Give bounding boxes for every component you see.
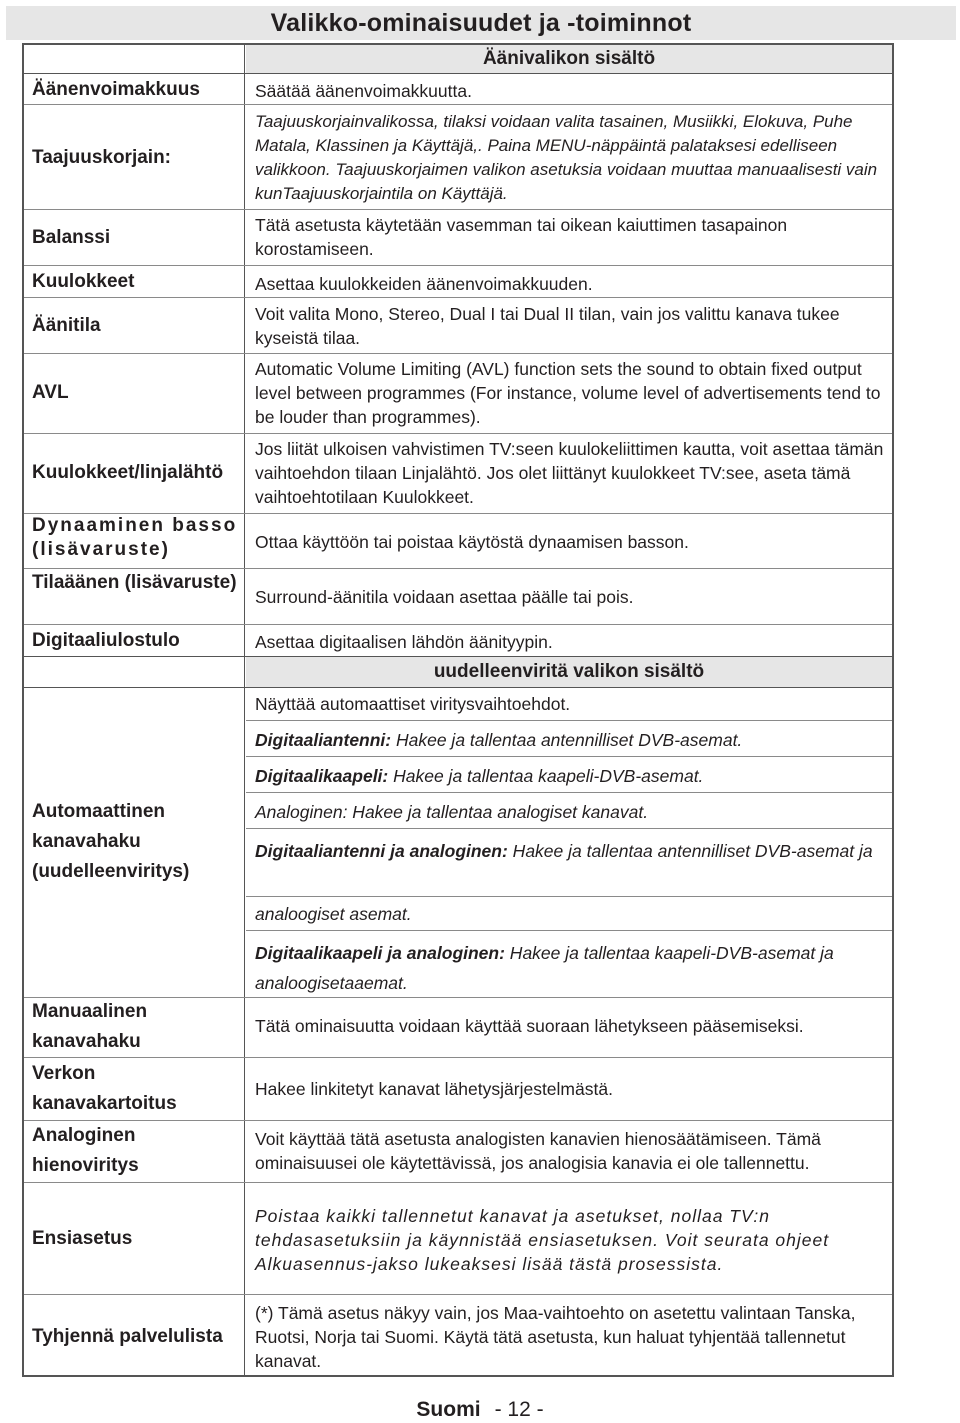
divider [24,297,892,298]
label-network-scan: Verkon kanavakartoitus [32,1063,177,1114]
label-digital-out: Digitaaliulostulo [32,630,180,651]
text-analog-stations: analoogiset asemat. [255,904,412,924]
desc-digital-out: Asettaa digitaalisen lähdön äänityypin. [255,632,553,652]
column-divider [244,44,245,1376]
label-avl: AVL [32,382,69,403]
divider [246,930,892,931]
desc-balance: Tätä asetusta käytetään vasemman tai oikean kaiuttimen tasapainon korostamiseen. [255,215,788,259]
option-cable-analog [255,938,885,998]
divider [24,624,892,625]
option-analog-stations [255,902,885,926]
label-headphones: Kuulokkeet [32,271,135,292]
page-title: Valikko-ominaisuudet ja -toiminnot [270,9,692,37]
label-clear-service-list: Tyhjennä palvelulista [32,1326,223,1347]
title-bar [6,6,956,40]
label-volume: Äänenvoimakkuus [32,79,200,100]
text-digital-antenna: Hakee ja tallentaa antennilliset DVB-asemat. [391,730,743,750]
term-digital-antenna: Digitaaliantenni: [255,730,392,750]
desc-auto-intro: Näyttää automaattiset viritysvaihtoehdot. [255,694,571,714]
text-analog: Analoginen: Hakee ja tallentaa analogiset kanavat. [255,802,649,822]
term-antenna-analog: Digitaaliantenni ja analoginen: [255,841,508,861]
divider [24,1057,892,1058]
text-antenna-analog: Hakee ja tallentaa antennilliset DVB-asemat ja [507,841,873,861]
page-footer [0,1398,960,1422]
label-sound-mode: Äänitila [32,315,101,336]
desc-volume: Säätää äänenvoimakkuutta. [255,81,472,101]
desc-clear-service-list: (*) Tämä asetus näkyy vain, jos Maa-vaihtoehto on asetettu valintaan Tanska, Ruotsi, Norja tai Suomi. Käytä tätä asetusta, kun haluat tyhjentää tallennetut kanavat. [255,1303,856,1371]
divider [24,687,892,688]
divider [246,720,892,721]
label-balance: Balanssi [32,227,111,248]
desc-manual-search: Tätä ominaisuutta voidaan käyttää suoraan lähetykseen pääsemiseksi. [255,1016,804,1036]
text-digital-cable: Hakee ja tallentaa kaapeli-DVB-asemat. [388,766,704,786]
label-headphone-lineout: Kuulokkeet/linjalähtö [32,462,224,483]
desc-network-scan: Hakee linkitetyt kanavat lähetysjärjestelmästä. [255,1079,613,1099]
desc-headphone-lineout: Jos liität ulkoisen vahvistimen TV:seen kuulokeliittimen kautta, voit asettaa tämän vaihtoehdon tilaan Linjalähtö. Jos olet liittänyt kuulokkeet TV:see, aseta tämä vaihtoehtotilaan Kuulokkeet. [255,439,884,507]
divider [246,828,892,829]
label-surround: Tilaäänen (lisävaruste) [32,572,237,593]
divider [246,896,892,897]
text-cable-analog: Hakee ja tallentaa kaapeli-DVB-asemat ja analoogisetaaemat. [255,943,834,993]
option-digital-antenna [255,728,885,752]
divider [24,568,892,569]
desc-headphones: Asettaa kuulokkeiden äänenvoimakkuuden. [255,274,593,294]
page-number: - 12 - [494,1398,544,1421]
divider [24,1182,892,1183]
divider [24,353,892,354]
option-antenna-analog [255,836,885,866]
desc-sound-mode: Voit valita Mono, Stereo, Dual I tai Dual II tilan, vain jos valittu kanava tukee kyseistä tilaa. [255,304,840,348]
divider [24,209,892,210]
label-first-setup: Ensiasetus [32,1228,133,1249]
label-manual-search: Manuaalinen kanavahaku [32,1001,148,1052]
section-header-sound: Äänivalikon sisältö [246,45,892,73]
desc-surround: Surround-äänitila voidaan asettaa päälle tai pois. [255,587,634,607]
term-cable-analog: Digitaalikaapeli ja analoginen: [255,943,505,963]
footer-language: Suomi [416,1398,481,1421]
label-auto-retune: Automaattinen kanavahaku (uudelleenviritys) [32,801,190,882]
divider [246,792,892,793]
divider [24,433,892,434]
term-digital-cable: Digitaalikaapeli: [255,766,389,786]
option-analog [255,800,885,824]
desc-fine-tune: Voit käyttää tätä asetusta analogisten kanavien hienosäätämiseen. Tämä ominaisuusei ole käytettävissä, jos analogisia kanavia ei ole tallennettu. [255,1129,821,1173]
label-dynamic-bass-text: Dynaaminen basso (lisävaruste) [32,515,238,560]
desc-equalizer: Taajuuskorjainvalikossa, tilaksi voidaan valita tasainen, Musiikki, Elokuva, Puhe Matala, Klassinen ja Käyttäjä,. Paina MENU-näppäintä palataksesi edelliseen valikkoon. Taajuuskorjaimen valikon asetuksia voidaan muuttaa manuaalisesti vain kunTaajuuskorjaintila on Käyttäjä. [255,112,878,203]
divider [24,73,892,74]
divider [24,265,892,266]
divider [246,756,892,757]
desc-dynamic-bass: Ottaa käyttöön tai poistaa käytöstä dynaamisen basson. [255,532,689,552]
desc-avl: Automatic Volume Limiting (AVL) function sets the sound to obtain fixed output level between programmes (For instance, volume level of advertisements tend to be louder than programmes). [255,359,881,427]
divider [24,1294,892,1295]
desc-first-setup: Poistaa kaikki tallennetut kanavat ja asetukset, nollaa TV:n tehdasasetuksiin ja käynnistää ensiasetuksen. Voit seurata ohjeet Alkuasennus-jakso lukeaksesi lisää tästä prosessista. [255,1206,830,1274]
divider [24,104,892,105]
label-equalizer: Taajuuskorjain: [32,147,172,168]
label-dynamic-bass [32,514,242,562]
option-digital-cable [255,764,885,788]
label-fine-tune: Analoginen hienoviritys [32,1125,139,1176]
section-header-retune: uudelleenviritä valikon sisältö [246,657,892,687]
